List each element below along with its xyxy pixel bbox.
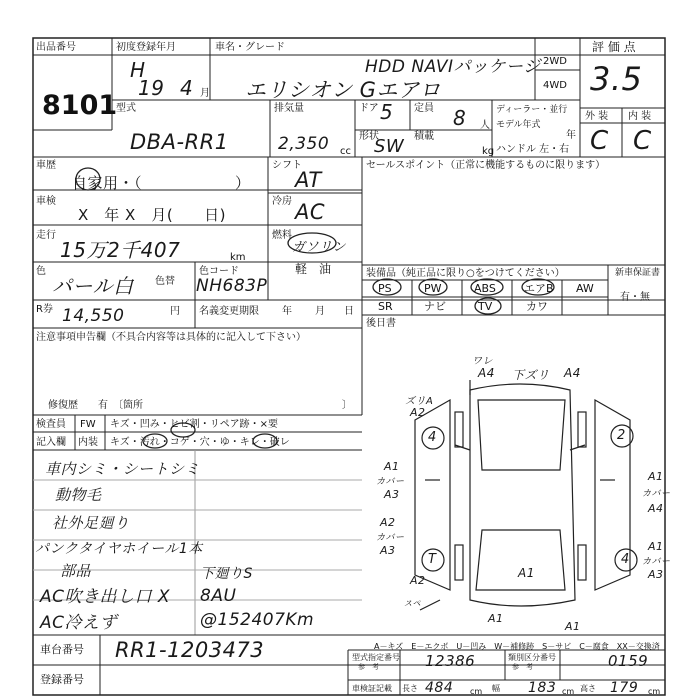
type-cert-sub: 参 考 (358, 663, 379, 671)
mileage-unit: km (230, 252, 246, 263)
color-code-value: NH683P (196, 276, 268, 296)
dmg-label-1: ワレ (472, 356, 493, 367)
dmg-label-20: A3 (648, 568, 664, 581)
color-value: パール白 (52, 274, 134, 298)
displacement-label: 排気量 (274, 103, 304, 114)
displacement-unit: cc (340, 146, 351, 157)
width-value: 183 (528, 680, 557, 696)
first-reg-month-unit: 月 (200, 88, 210, 99)
model-year-label: モデル年式 (496, 120, 541, 130)
first-reg-year: 19 (138, 76, 165, 100)
dmg-label-18: A1 (648, 540, 664, 553)
height-value: 179 (610, 680, 639, 696)
remark-side-1: 下廻りS (200, 566, 253, 582)
interior-items: キズ・汚れ・コゲ・穴・ゆ・キレ・破レ (110, 437, 290, 448)
remark-line-5: 部品 (60, 562, 92, 580)
first-reg-era: H (130, 58, 146, 82)
mileage-label: 走行 (36, 230, 56, 241)
remark-line-4: パンクタイヤホイール1本 (35, 541, 203, 557)
equip-tv: TV (478, 300, 493, 313)
dmg-label-23: スペ (404, 599, 421, 608)
equip-label: 装備品（純正品に限り○をつけてください） (366, 268, 565, 279)
load-label: 積載 (414, 131, 434, 142)
remark-side-3: @152407Km (200, 610, 315, 630)
car-name-text: エリシオン Gエアロ (245, 78, 441, 102)
class-no: 0159 (608, 652, 649, 670)
dmg-label-9: A3 (384, 488, 400, 501)
equip-leather: カワ (526, 300, 548, 313)
interior-check-label: 内装 (78, 437, 98, 448)
dmg-label-22: A1 (565, 620, 581, 633)
displacement-value: 2,350 (278, 134, 330, 154)
dmg-label-14: A1 (518, 566, 535, 580)
handle-label: ハンドル 左・右 (496, 144, 570, 155)
writer-label: 記入欄 (36, 437, 66, 448)
fuel-diesel: 軽 油 (295, 262, 332, 276)
class-label: 類別区分番号 (508, 653, 556, 662)
expiry-day: 日 (344, 306, 354, 317)
post-docs-label: 後日書 (366, 318, 396, 329)
class-sub: 参 考 (512, 663, 533, 671)
interior-grade: C (633, 126, 652, 156)
model-year-unit: 年 (566, 130, 576, 141)
chassis-label: 車台番号 (40, 643, 84, 656)
color-change-label: 色替 (155, 276, 175, 287)
equip-sr: SR (378, 300, 393, 313)
fuel-label: 燃料 (272, 230, 292, 241)
recycle-label: R券 (36, 304, 53, 315)
fw-items: キズ・凹み・ヒビ割・リペア跡・×要 (110, 419, 278, 430)
cert-label: 車検証記載 (352, 684, 392, 693)
wheel-mark-2: 2 (617, 428, 626, 443)
exterior-grade: C (590, 126, 609, 156)
usage-label: 車歴 (36, 160, 56, 171)
doors-value: 5 (380, 100, 394, 124)
capacity-unit: 人 (480, 120, 490, 131)
drive-2wd: 2WD (543, 56, 567, 67)
score-value: 3.5 (590, 60, 643, 98)
lot-no-label: 出品番号 (36, 42, 76, 53)
score-label: 評 価 点 (592, 40, 636, 54)
remark-line-3: 社外足廻り (52, 514, 130, 532)
exterior-label: 外 装 (585, 111, 609, 122)
reg-label: 登録番号 (40, 673, 84, 686)
dmg-label-8: カバー (376, 477, 405, 487)
model-value: DBA-RR1 (130, 130, 229, 154)
warranty-label: 新車保証書 (615, 268, 661, 278)
drive-4wd: 4WD (543, 80, 567, 91)
dmg-label-7: A1 (384, 460, 400, 473)
warranty-value: 有・無 (620, 292, 650, 303)
fuel-gas: ガソリン (292, 240, 347, 255)
doors-label: ドア (359, 103, 379, 114)
width-unit: cm (562, 687, 575, 696)
first-reg-label: 初度登録年月 (116, 42, 176, 53)
dmg-label-5: ズリA (405, 396, 434, 407)
lot-number: 8101 (42, 90, 118, 121)
capacity-value: 8 (453, 106, 467, 130)
color-code-label: 色コード (199, 266, 239, 277)
mileage-value: 15万2千407 (60, 238, 181, 262)
dmg-label-16: カバー (642, 489, 671, 499)
dmg-label-12: A3 (380, 544, 396, 557)
color-label: 色 (36, 266, 46, 277)
remark-line-7: AC冷えず (40, 613, 117, 633)
ac-label: 冷房 (272, 196, 292, 207)
height-unit: cm (648, 687, 661, 696)
remark-line-6: AC吹き出し口 X (40, 587, 171, 607)
dmg-label-19: カバー (642, 557, 671, 567)
capacity-label: 定員 (414, 103, 434, 114)
dmg-label-10: A2 (380, 516, 396, 529)
wheel-mark-3: 4 (621, 552, 630, 567)
usage-value: 自家用・（ ） (72, 174, 251, 192)
model-label: 型式 (116, 103, 136, 114)
dealer-label: ディーラー・並行 (496, 105, 568, 115)
length-label: 長さ (402, 684, 418, 693)
recycle-unit: 円 (170, 306, 180, 317)
equip-aw: AW (576, 282, 594, 295)
fw-label: FW (80, 419, 96, 430)
caution-label: 注意事項申告欄（不具合内容等は具体的に記入して下さい） (36, 332, 306, 343)
shift-value: AT (295, 168, 322, 192)
dmg-label-6: A2 (410, 406, 426, 419)
type-cert-label: 型式指定番号 (352, 653, 400, 662)
wheel-mark-1: 4 (428, 430, 437, 445)
first-reg-month: 4 (180, 76, 194, 100)
inspector-label: 検査員 (36, 419, 66, 430)
equip-abs: ABS (474, 282, 496, 295)
type-cert-no: 12386 (425, 652, 476, 670)
inspection-label: 車検 (36, 196, 56, 207)
equip-pw: PW (424, 282, 442, 295)
remark-line-2: 動物毛 (55, 486, 102, 504)
expiry-label: 名義変更期限 (199, 306, 259, 317)
expiry-month: 月 (315, 306, 325, 317)
chassis-no: RR1-1203473 (115, 638, 265, 662)
dmg-label-15: A1 (648, 470, 664, 483)
dmg-label-17: A4 (648, 502, 664, 515)
equip-navi: ナビ (424, 300, 446, 313)
shape-value: SW (374, 136, 405, 157)
equip-airbag: エアB (524, 282, 554, 295)
sales-point-label: セールスポイント（正常に機能するものに限ります） (366, 160, 606, 171)
height-label: 高さ (580, 684, 596, 693)
dmg-label-4: A4 (564, 366, 581, 380)
recycle-value: 14,550 (62, 306, 125, 326)
ac-value: AC (295, 200, 326, 224)
dmg-label-3: 下ズリ (512, 368, 550, 382)
dmg-label-2: A4 (478, 366, 495, 380)
width-label: 幅 (492, 684, 500, 693)
remark-line-1: 車内シミ・シートシミ (45, 460, 201, 478)
grade-text: HDD NAVIパッケージ (365, 57, 541, 77)
length-unit: cm (470, 687, 483, 696)
car-name-label: 車名・グレード (215, 42, 285, 53)
equip-ps: PS (378, 282, 392, 295)
damage-legend: A－キズ E－エクボ U－凹み W－補修跡 S－サビ C－腐食 XX－交換済 (374, 642, 660, 651)
repair-close: 〕 (342, 400, 352, 411)
length-value: 484 (425, 680, 454, 696)
expiry-year: 年 (282, 306, 292, 317)
interior-label: 内 装 (628, 111, 652, 122)
load-unit: kg (482, 146, 495, 157)
repair-label: 修復歴 有 〔箇所 (48, 400, 143, 411)
shift-label: シフト (272, 160, 302, 171)
dmg-label-11: カバー (376, 533, 405, 543)
remark-side-2: 8AU (200, 586, 237, 606)
dmg-label-21: A1 (488, 612, 504, 625)
dmg-label-13: A2 (410, 574, 426, 587)
inspection-value: X 年 X 月( 日) (78, 206, 227, 224)
shape-label: 形状 (359, 131, 379, 142)
wheel-mark-4: T (428, 552, 437, 567)
